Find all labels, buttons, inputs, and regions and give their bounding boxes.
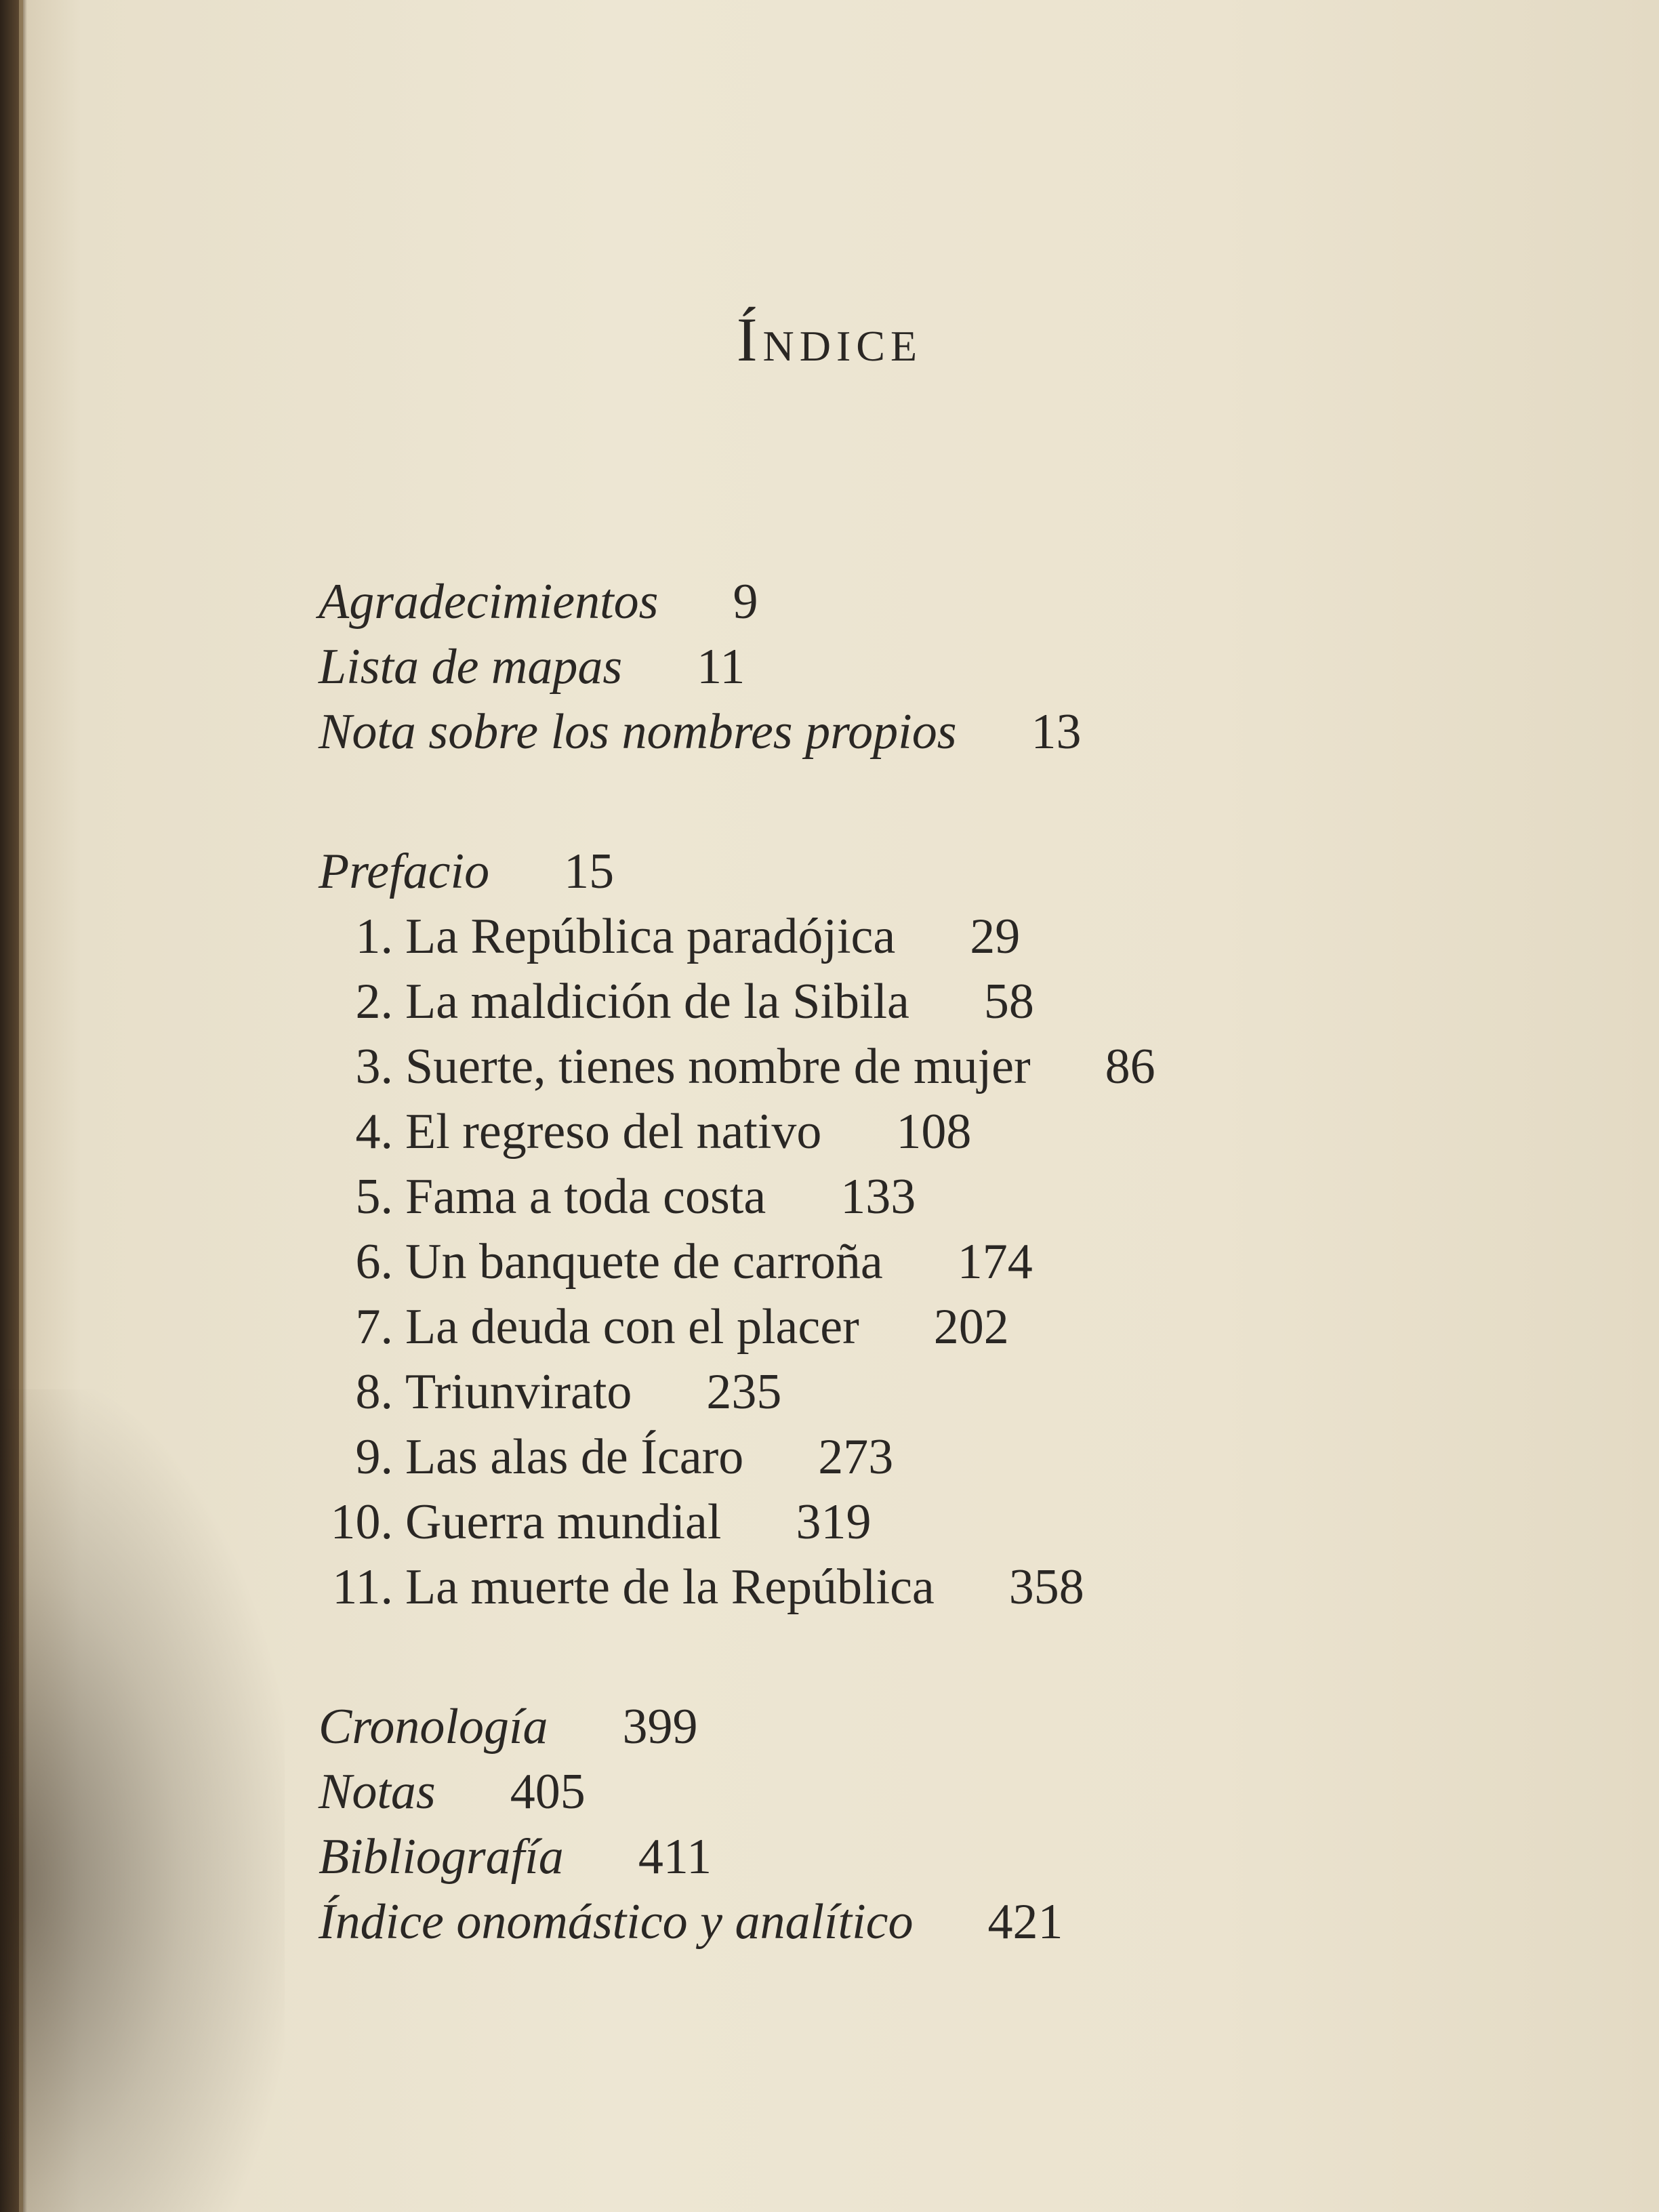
entry-label: Prefacio — [319, 844, 490, 899]
entry-page: 399 — [622, 1699, 698, 1755]
preface-entry — [319, 839, 1335, 904]
entry-label: Lista de mapas — [319, 639, 623, 695]
chapter-entry — [319, 1099, 1335, 1164]
chapter-page: 58 — [983, 974, 1034, 1029]
chapter-number: 11. — [332, 1559, 393, 1615]
chapter-number: 10. — [330, 1494, 393, 1550]
chapter-page: 108 — [896, 1104, 972, 1160]
chapter-entry — [319, 1425, 1335, 1490]
chapter-number: 9. — [355, 1429, 393, 1485]
entry-label: Nota sobre los nombres propios — [319, 704, 957, 760]
chapter-number: 3. — [355, 1039, 393, 1094]
chapter-page: 235 — [706, 1364, 782, 1420]
chapter-page: 319 — [796, 1494, 872, 1550]
entry-page: 15 — [564, 844, 615, 899]
chapter-title: La deuda con el placer — [405, 1299, 859, 1355]
chapter-number: 1. — [355, 909, 393, 964]
chapter-page: 273 — [818, 1429, 894, 1485]
entry-label: Bibliografía — [319, 1829, 564, 1885]
chapter-title: Suerte, tienes nombre de mujer — [405, 1039, 1031, 1094]
chapter-entry — [319, 1294, 1335, 1359]
chapter-number: 8. — [355, 1364, 393, 1420]
entry-label: Agradecimientos — [319, 574, 659, 630]
chapter-entry — [319, 1229, 1335, 1294]
page-title: Índice — [736, 305, 923, 374]
entry-page: 13 — [1031, 704, 1082, 760]
main-contents-list — [319, 839, 1335, 1620]
chapter-entry — [319, 1164, 1335, 1229]
chapter-entry — [319, 1555, 1335, 1620]
toc-entry — [319, 569, 1335, 634]
toc-entry — [319, 1759, 1335, 1824]
chapter-number: 7. — [355, 1299, 393, 1355]
chapter-entry — [319, 1359, 1335, 1425]
chapter-title: Guerra mundial — [405, 1494, 722, 1550]
chapter-title: Triunvirato — [405, 1364, 632, 1420]
chapter-number: 5. — [355, 1169, 393, 1225]
chapter-page: 358 — [1008, 1559, 1084, 1615]
entry-page: 411 — [638, 1829, 712, 1885]
chapter-title: Fama a toda costa — [405, 1169, 766, 1225]
chapter-entry — [319, 1034, 1335, 1099]
toc-entry — [319, 1824, 1335, 1889]
back-matter-list — [319, 1694, 1335, 1954]
entry-label: Índice onomástico y analítico — [319, 1894, 914, 1950]
chapter-page: 86 — [1105, 1039, 1155, 1094]
entry-page: 421 — [987, 1894, 1063, 1950]
entry-page: 11 — [697, 639, 745, 695]
toc-entry — [319, 1889, 1335, 1954]
chapter-title: La maldición de la Sibila — [405, 974, 909, 1029]
entry-label: Cronología — [319, 1699, 548, 1755]
toc-entry — [319, 1694, 1335, 1759]
chapter-number: 4. — [355, 1104, 393, 1160]
chapter-title: El regreso del nativo — [405, 1104, 822, 1160]
chapter-number: 2. — [355, 974, 393, 1029]
table-of-contents — [319, 569, 1335, 2029]
chapter-title: La República paradójica — [405, 909, 896, 964]
entry-page: 405 — [510, 1764, 586, 1820]
chapter-entry — [319, 1490, 1335, 1555]
chapter-page: 29 — [970, 909, 1021, 964]
chapter-entry — [319, 969, 1335, 1034]
chapter-title: Las alas de Ícaro — [405, 1429, 744, 1485]
entry-page: 9 — [733, 574, 758, 630]
chapter-title: La muerte de la República — [405, 1559, 935, 1615]
chapter-number: 6. — [355, 1234, 393, 1290]
front-matter-list — [319, 569, 1335, 764]
chapter-page: 133 — [840, 1169, 916, 1225]
chapter-title: Un banquete de carroña — [405, 1234, 883, 1290]
chapter-page: 202 — [933, 1299, 1009, 1355]
chapter-entry — [319, 904, 1335, 969]
toc-entry — [319, 634, 1335, 699]
toc-entry — [319, 699, 1335, 764]
entry-label: Notas — [319, 1764, 436, 1820]
chapter-page: 174 — [957, 1234, 1033, 1290]
